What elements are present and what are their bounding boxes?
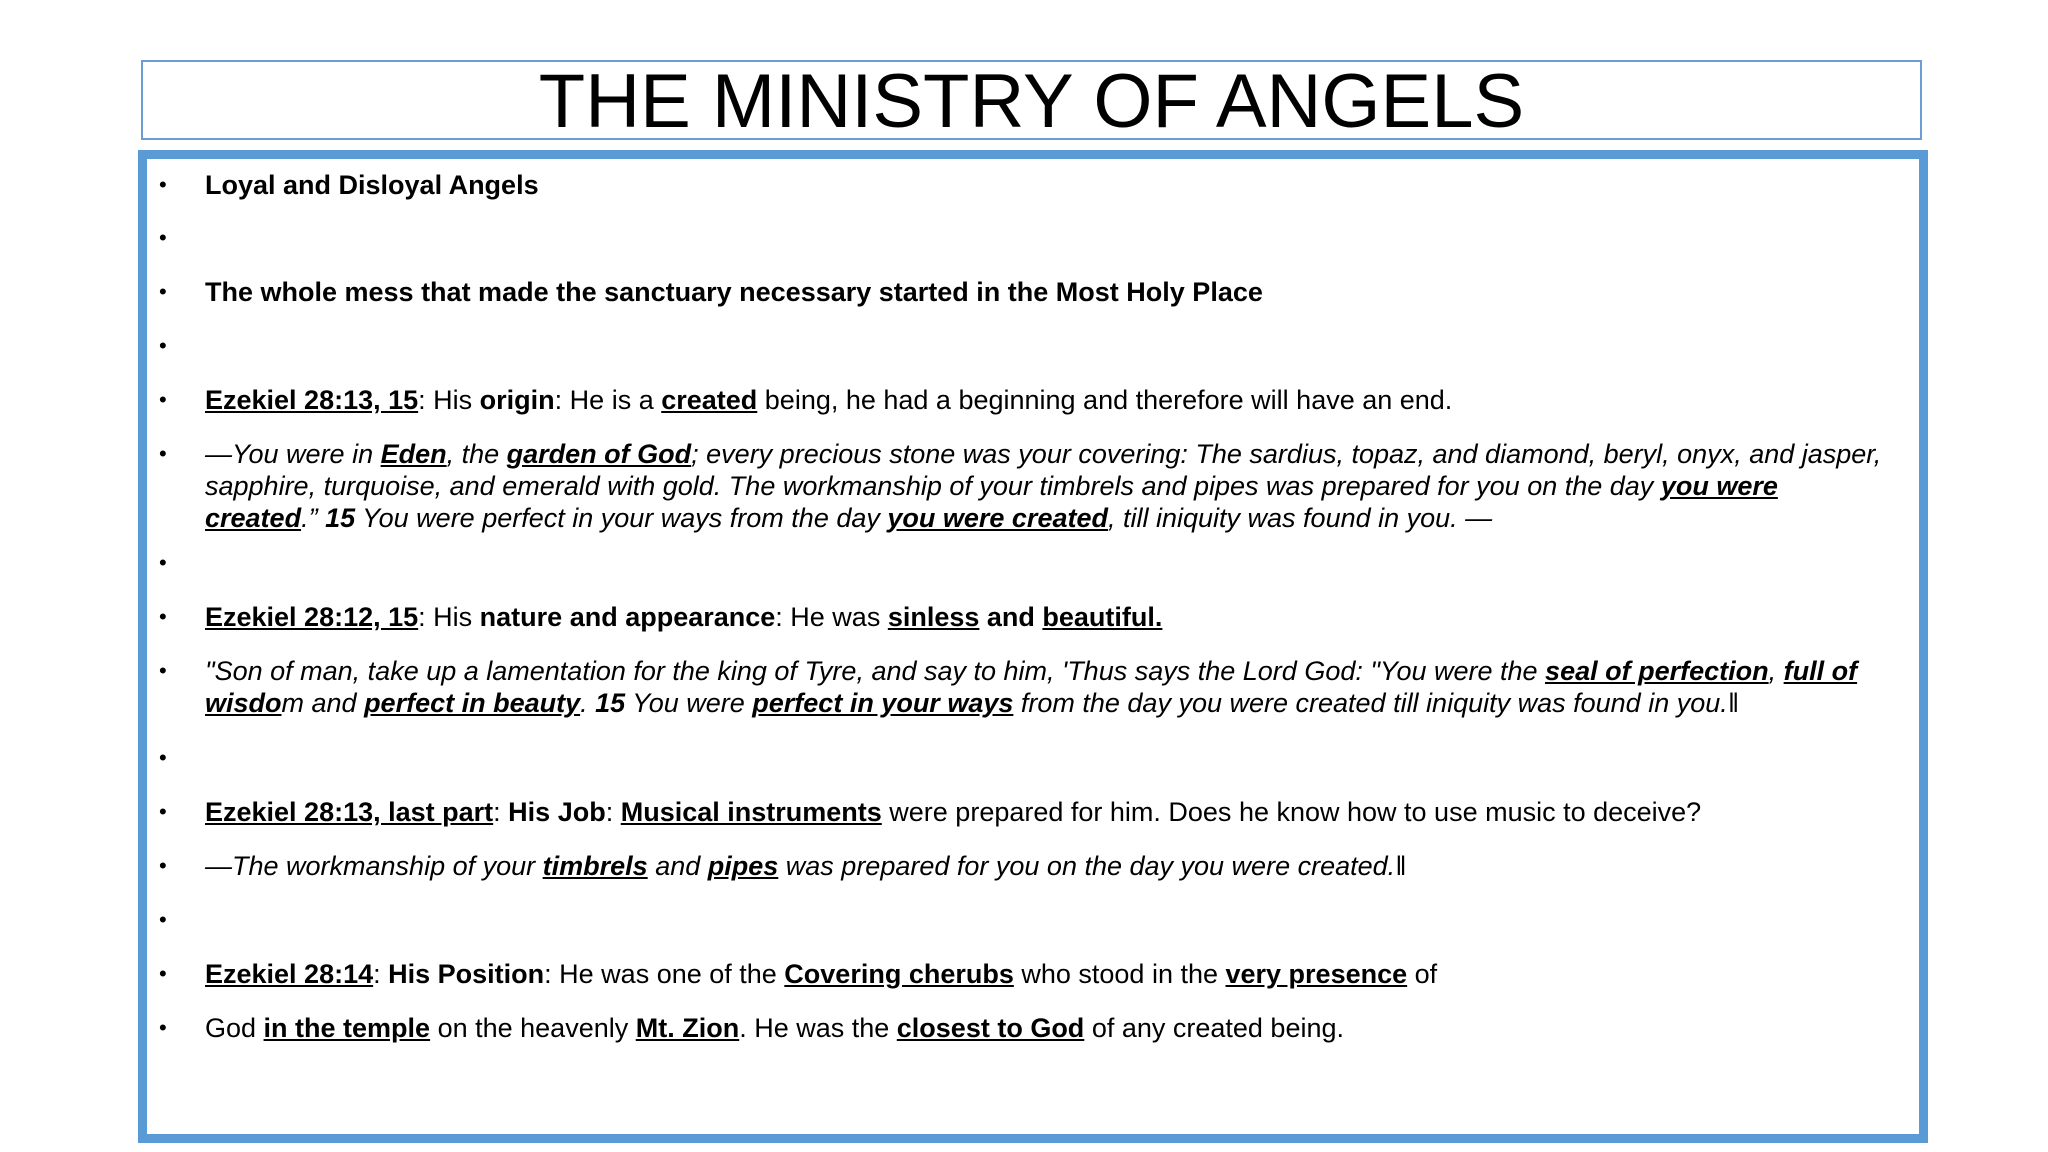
bullet-text: [205, 276, 1889, 308]
text-run: : His: [418, 385, 480, 415]
emphasized-text: perfect in beauty: [364, 688, 581, 718]
content-box: [138, 150, 1928, 1143]
bullet-dot: •: [159, 441, 167, 466]
emphasized-text: Eden: [380, 439, 447, 469]
bullet-dot: •: [159, 550, 167, 575]
bullet-text: [205, 850, 1889, 882]
text-run: from the day you were created till iniquity was found in you.‖: [1013, 688, 1739, 718]
text-run: origin: [479, 385, 555, 415]
bullet-dot: •: [159, 1015, 167, 1040]
text-run: : His: [418, 602, 480, 632]
emphasized-text: you were created: [887, 503, 1108, 533]
emphasized-text: beautiful.: [1042, 602, 1163, 632]
bullet-text: [205, 601, 1889, 633]
emphasized-text: you were created: [205, 471, 1778, 533]
bullet-text: [205, 384, 1889, 416]
text-run: were prepared for him. Does he know how to use music to deceive?: [881, 797, 1702, 827]
bullet-dot: •: [159, 387, 167, 412]
emphasized-text: created: [661, 385, 758, 415]
emphasized-text: timbrels: [542, 851, 648, 881]
text-run: ,: [1768, 656, 1784, 686]
emphasized-text: full of wisdo: [205, 656, 1858, 718]
text-run: of: [1407, 959, 1438, 989]
bullet-dot: •: [159, 225, 167, 250]
text-run: ; every precious stone was your covering: The sardius, topaz, and diamond, beryl, onyx, and jasper, sapphire, turquoise, and emerald with gold. The workmanship of your timbrels and pipes was prepared for you on the day: [205, 439, 1882, 501]
emphasized-text: Ezekiel 28:13, last part: [205, 797, 494, 827]
bullet-text: [205, 958, 1889, 990]
emphasized-text: seal of perfection: [1545, 656, 1769, 686]
emphasized-text: perfect in your ways: [752, 688, 1014, 718]
text-run: , till iniquity was found in you. —: [1107, 503, 1493, 533]
text-run: .: [580, 688, 596, 718]
emphasized-text: Ezekiel 28:12, 15: [205, 602, 419, 632]
bullet-dot: •: [159, 961, 167, 986]
text-run: The whole mess that made the sanctuary necessary started in the Most Holy Place: [205, 277, 1263, 307]
emphasized-text: very presence: [1225, 959, 1408, 989]
text-run: 15: [325, 503, 356, 533]
text-run: . He was the: [739, 1013, 897, 1043]
text-run: —The workmanship of your: [205, 851, 543, 881]
text-run: and: [647, 851, 708, 881]
text-run: m and: [281, 688, 365, 718]
bullet-text: [205, 438, 1889, 534]
text-run: Loyal and Disloyal Angels: [205, 170, 539, 200]
text-run: nature and appearance: [479, 602, 776, 632]
emphasized-text: Covering cherubs: [784, 959, 1014, 989]
text-run: You were: [625, 688, 753, 718]
text-run: 15: [595, 688, 626, 718]
emphasized-text: sinless: [887, 602, 980, 632]
text-run: His Position: [388, 959, 545, 989]
text-run: : He is a: [554, 385, 662, 415]
text-run: on the heavenly: [430, 1013, 636, 1043]
text-run: , the: [446, 439, 507, 469]
bullet-dot: •: [159, 172, 167, 197]
emphasized-text: Ezekiel 28:13, 15: [205, 385, 419, 415]
emphasized-text: Ezekiel 28:14: [205, 959, 374, 989]
text-run: and: [979, 602, 1043, 632]
bullet-dot: •: [159, 333, 167, 358]
text-run: :: [373, 959, 389, 989]
text-run: You were perfect in your ways from the day: [355, 503, 888, 533]
bullet-dot: •: [159, 907, 167, 932]
text-run: .”: [301, 503, 326, 533]
text-run: :: [605, 797, 621, 827]
bullet-dot: •: [159, 799, 167, 824]
text-run: was prepared for you on the day you were created.‖: [778, 851, 1407, 881]
title-box: [141, 59, 1922, 144]
bullet-text: [205, 655, 1889, 719]
bullet-dot: •: [159, 658, 167, 683]
emphasized-text: garden of God: [506, 439, 692, 469]
text-run: :: [493, 797, 509, 827]
bullet-dot: •: [159, 745, 167, 770]
text-run: "Son of man, take up a lamentation for the king of Tyre, and say to him, 'Thus says the Lord God: "You were the: [205, 656, 1546, 686]
text-run: : He was: [775, 602, 888, 632]
emphasized-text: pipes: [707, 851, 779, 881]
bullet-text: [205, 1012, 1889, 1044]
bullet-dot: •: [159, 279, 167, 304]
slide-title: THE MINISTRY OF ANGELS: [538, 59, 1525, 144]
text-run: of any created being.: [1084, 1013, 1344, 1043]
text-run: God: [205, 1013, 264, 1043]
emphasized-text: in the temple: [263, 1013, 431, 1043]
text-run: His Job: [508, 797, 606, 827]
text-run: : He was one of the: [544, 959, 785, 989]
text-run: being, he had a beginning and therefore will have an end.: [757, 385, 1453, 415]
bullet-dot: •: [159, 604, 167, 629]
bullet-dot: •: [159, 853, 167, 878]
emphasized-text: Musical instruments: [620, 797, 882, 827]
text-run: who stood in the: [1013, 959, 1226, 989]
bullet-text: [205, 169, 1889, 201]
text-run: —You were in: [205, 439, 381, 469]
emphasized-text: closest to God: [896, 1013, 1085, 1043]
bullet-text: [205, 796, 1889, 828]
emphasized-text: Mt. Zion: [635, 1013, 740, 1043]
